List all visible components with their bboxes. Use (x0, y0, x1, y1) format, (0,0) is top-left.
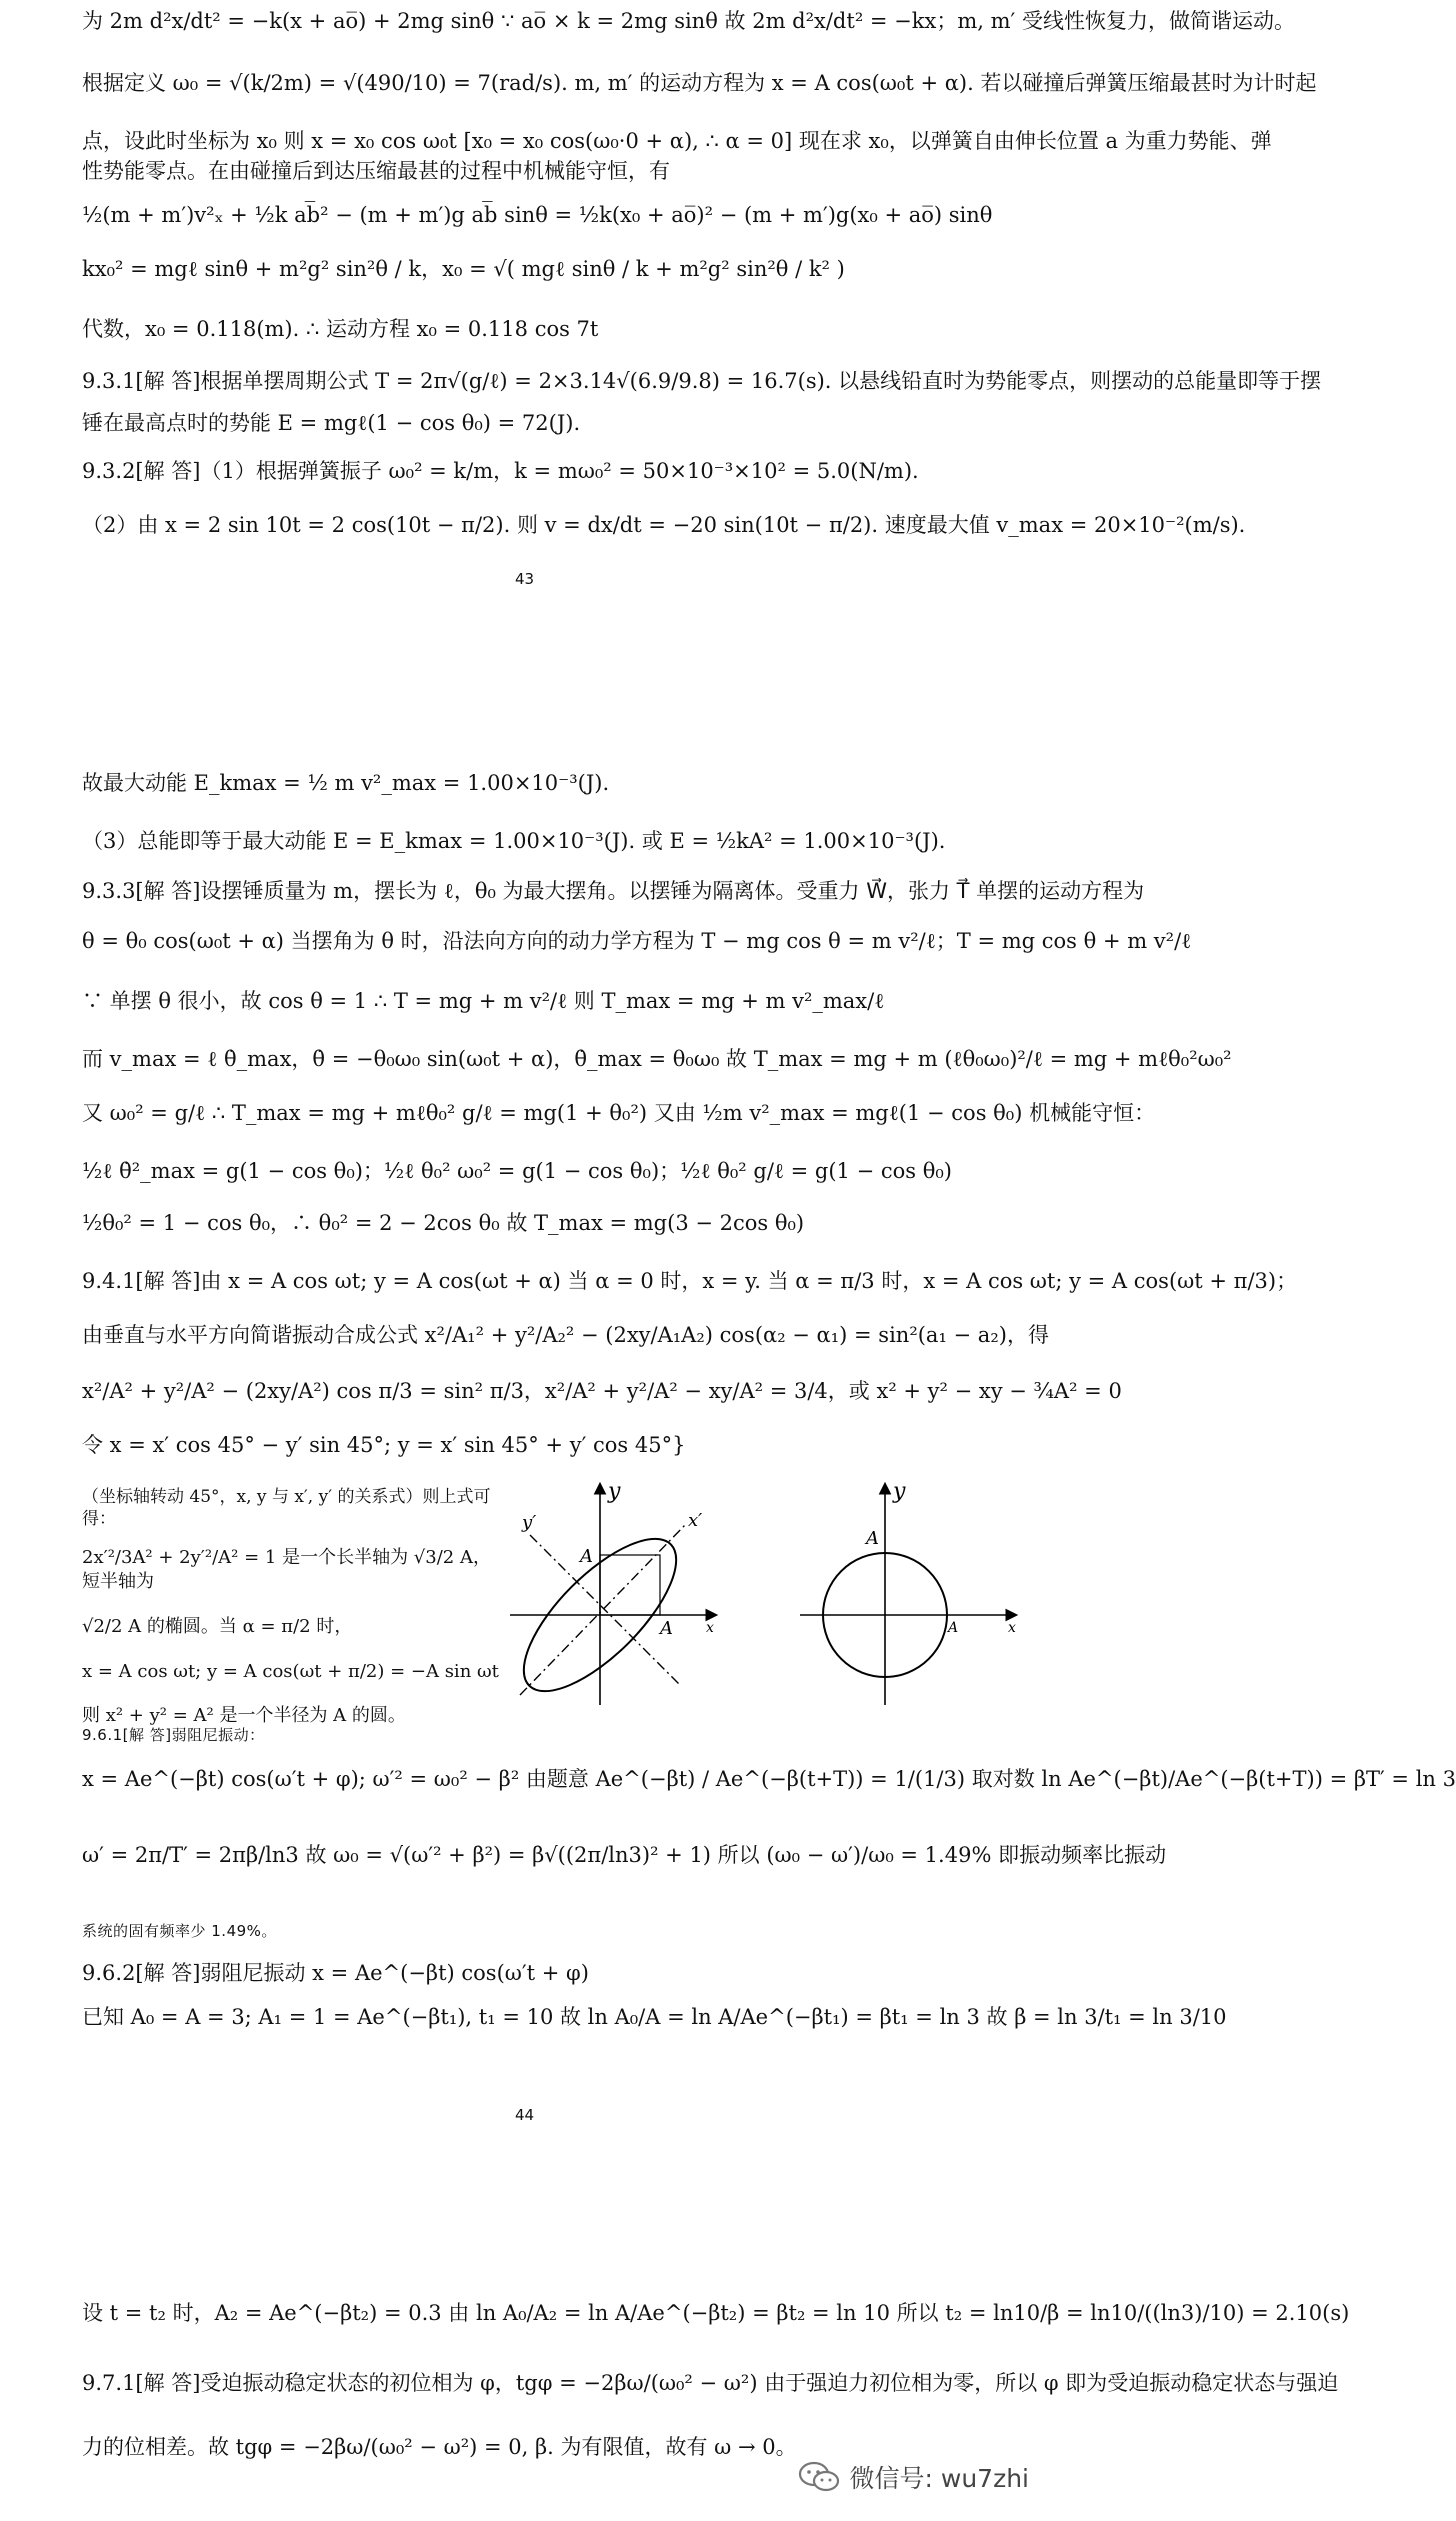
amplitude-label: A (580, 1546, 593, 1567)
text-line: 9.7.1[解 答]受迫振动稳定状态的初位相为 φ，tgφ = −2βω/(ω₀² − ω²) 由于强迫力初位相为零，所以 φ 即为受迫振动稳定状态与强迫 (82, 2371, 1339, 2395)
x-axis-label: x (1008, 1620, 1016, 1636)
ellipse-plot (501, 1479, 715, 1714)
text-line: 点，设此时坐标为 x₀ 则 x = x₀ cos ω₀t [x₀ = x₀ cos(ω₀·0 + α), ∴ α = 0] 现在求 x₀，以弹簧自由伸长位置 a 为重力势能、弹 (82, 129, 1272, 153)
text-line: 根据定义 ω₀ = √(k/2m) = √(490/10) = 7(rad/s). m, m′ 的运动方程为 x = A cos(ω₀t + α). 若以碰撞后弹簧压缩最甚时为计时起 (82, 71, 1317, 95)
text-line: 9.3.1[解 答]根据单摆周期公式 T = 2π√(g/ℓ) = 2×3.14√(6.9/9.8) = 16.7(s). 以悬线铅直时为势能零点，则摆动的总能量即等于摆 (82, 369, 1322, 393)
text-line: x = Ae^(−βt) cos(ω′t + φ); ω′² = ω₀² − β² 由题意 Ae^(−βt) / Ae^(−β(t+T)) = 1/(1/3) 取对数 ln Ae^(−βt)/Ae^(−β(t+T)) = βT′ = ln 3 (82, 1767, 1456, 1791)
figure-caption-block (82, 1486, 502, 1727)
text-line: 力的位相差。故 tgφ = −2βω/(ω₀² − ω²) = 0, β. 为有限值，故有 ω → 0。 (82, 2435, 797, 2459)
text-line: 由垂直与水平方向简谐振动合成公式 x²/A₁² + y²/A₂² − (2xy/A₁A₂) cos(α₂ − α₁) = sin²(a₁ − a₂)，得 (82, 1323, 1049, 1347)
wechat-icon (798, 2460, 840, 2494)
wechat-watermark (798, 2459, 1029, 2495)
text-line: 代数，x₀ = 0.118(m). ∴ 运动方程 x₀ = 0.118 cos 7t (82, 317, 599, 341)
text-line: 系统的固有频率少 1.49%。 (82, 1922, 277, 1940)
text-line: θ = θ₀ cos(ω₀t + α) 当摆角为 θ 时，沿法向方向的动力学方程为 T − mg cos θ = m v²/ℓ；T = mg cos θ + m v²/ℓ (82, 929, 1192, 953)
page-number: 44 (514, 2106, 535, 2124)
text-line: 9.6.2[解 答]弱阻尼振动 x = Ae^(−βt) cos(ω′t + φ) (82, 1961, 589, 1985)
x-prime-label: x′ (688, 1510, 703, 1531)
text-line: x²/A² + y²/A² − (2xy/A²) cos π/3 = sin² π/3，x²/A² + y²/A² − xy/A² = 3/4，或 x² + y² − xy − ¾A² = 0 (82, 1379, 1122, 1403)
text-line: 则 x² + y² = A² 是一个半径为 A 的圆。 (82, 1704, 406, 1726)
text-line: x = A cos ωt; y = A cos(ωt + π/2) = −A sin ωt (82, 1661, 499, 1683)
text-line: ½ℓ θ̇²_max = g(1 − cos θ₀)；½ℓ θ₀² ω₀² = g(1 − cos θ₀)；½ℓ θ₀² g/ℓ = g(1 − cos θ₀) (82, 1159, 952, 1183)
lissajous-figure (510, 1480, 1030, 1710)
text-line: 又 ω₀² = g/ℓ ∴ T_max = mg + mℓθ₀² g/ℓ = mg(1 + θ₀²) 又由 ½m v²_max = mgℓ(1 − cos θ₀) 机械能守恒： (82, 1101, 1156, 1125)
text-line: ½(m + m′)v²ₓ + ½k ab̅² − (m + m′)g ab̅ sinθ = ½k(x₀ + ao̅)² − (m + m′)g(x₀ + ao̅) sinθ (82, 203, 993, 227)
text-line: （3）总能即等于最大动能 E = E_kmax = 1.00×10⁻³(J). 或 E = ½kA² = 1.00×10⁻³(J). (82, 829, 946, 853)
text-line: 锤在最高点时的势能 E = mgℓ(1 − cos θ₀) = 72(J). (82, 411, 581, 435)
amplitude-label: A (866, 1528, 879, 1549)
text-line: ω′ = 2π/T′ = 2πβ/ln3 故 ω₀ = √(ω′² + β²) = β√((2π/ln3)² + 1) 所以 (ω₀ − ω′)/ω₀ = 1.49% 即振动频率比振动 (82, 1843, 1167, 1867)
page-number: 43 (514, 570, 535, 588)
bounding-square (600, 1555, 660, 1615)
text-line: ∵ 单摆 θ 很小，故 cos θ = 1 ∴ T = mg + m v²/ℓ 则 T_max = mg + m v²_max/ℓ (82, 989, 885, 1013)
y-axis-label: y (608, 1479, 621, 1504)
text-line: 设 t = t₂ 时，A₂ = Ae^(−βt₂) = 0.3 由 ln A₀/A₂ = ln A/Ae^(−βt₂) = βt₂ = ln 10 所以 t₂ = ln10/β = ln10/((ln3)/10) = 2.10(s) (82, 2301, 1350, 2325)
text-line: 9.3.2[解 答]（1）根据弹簧振子 ω₀² = k/m，k = mω₀² = 50×10⁻³×10² = 5.0(N/m). (82, 459, 919, 483)
text-line: 故最大动能 E_kmax = ½ m v²_max = 1.00×10⁻³(J). (82, 771, 610, 795)
text-line: 9.4.1[解 答]由 x = A cos ωt; y = A cos(ωt + α) 当 α = 0 时，x = y. 当 α = π/3 时，x = A cos ωt; y = A cos(ωt + π/3)； (82, 1269, 1298, 1293)
text-line: 令 x = x′ cos 45° − y′ sin 45°; y = x′ sin 45° + y′ cos 45°} (82, 1433, 686, 1457)
circle-plot (800, 1479, 1016, 1705)
text-line: 已知 A₀ = A = 3; A₁ = 1 = Ae^(−βt₁), t₁ = 10 故 ln A₀/A = ln A/Ae^(−βt₁) = βt₁ = ln 3 故 β = ln 3/t₁ = ln 3/10 (82, 2005, 1227, 2029)
text-line: 性势能零点。在由碰撞后到达压缩最甚的过程中机械能守恒，有 (82, 159, 670, 183)
text-line: 为 2m d²x/dt² = −k(x + ao̅) + 2mg sinθ ∵ ao̅ × k = 2mg sinθ 故 2m d²x/dt² = −kx；m, m′ 受线性恢复力，做简谐运动。 (82, 9, 1295, 33)
y-prime-label: y′ (522, 1512, 537, 1533)
amplitude-label: A (660, 1618, 673, 1639)
watermark-text: 微信号: wu7zhi (849, 2464, 1029, 2493)
text-line: 9.3.3[解 答]设摆锤质量为 m，摆长为 ℓ，θ₀ 为最大摆角。以摆锤为隔离体。受重力 W⃗，张力 T⃗ 单摆的运动方程为 (82, 879, 1145, 903)
text-line: ½θ₀² = 1 − cos θ₀，∴ θ₀² = 2 − 2cos θ₀ 故 T_max = mg(3 − 2cos θ₀) (82, 1211, 805, 1235)
text-line: kx₀² = mgℓ sinθ + m²g² sin²θ / k，x₀ = √( mgℓ sinθ / k + m²g² sin²θ / k² ) (82, 257, 845, 281)
text-line: 9.6.1[解 答]弱阻尼振动： (82, 1726, 265, 1744)
x-axis-label: x (706, 1620, 714, 1636)
text-line: （2）由 x = 2 sin 10t = 2 cos(10t − π/2). 则 v = dx/dt = −20 sin(10t − π/2). 速度最大值 v_max = 20×10⁻²(m/s). (82, 513, 1246, 537)
y-axis-label: y (893, 1479, 906, 1504)
text-line: √2/2 A 的椭圆。当 α = π/2 时， (82, 1615, 353, 1637)
text-line: （坐标轴转动 45°，x, y 与 x′, y′ 的关系式）则上式可得： (82, 1487, 491, 1530)
text-line: 而 v_max = ℓ θ̇_max，θ̇ = −θ₀ω₀ sin(ω₀t + α)，θ̇_max = θ₀ω₀ 故 T_max = mg + m (ℓθ₀ω₀)²/ℓ = mg + mℓθ₀²ω₀² (82, 1047, 1232, 1071)
amplitude-label: A (948, 1620, 959, 1636)
text-line: 2x′²/3A² + 2y′²/A² = 1 是一个长半轴为 √3/2 A，短半轴为 (82, 1547, 491, 1592)
